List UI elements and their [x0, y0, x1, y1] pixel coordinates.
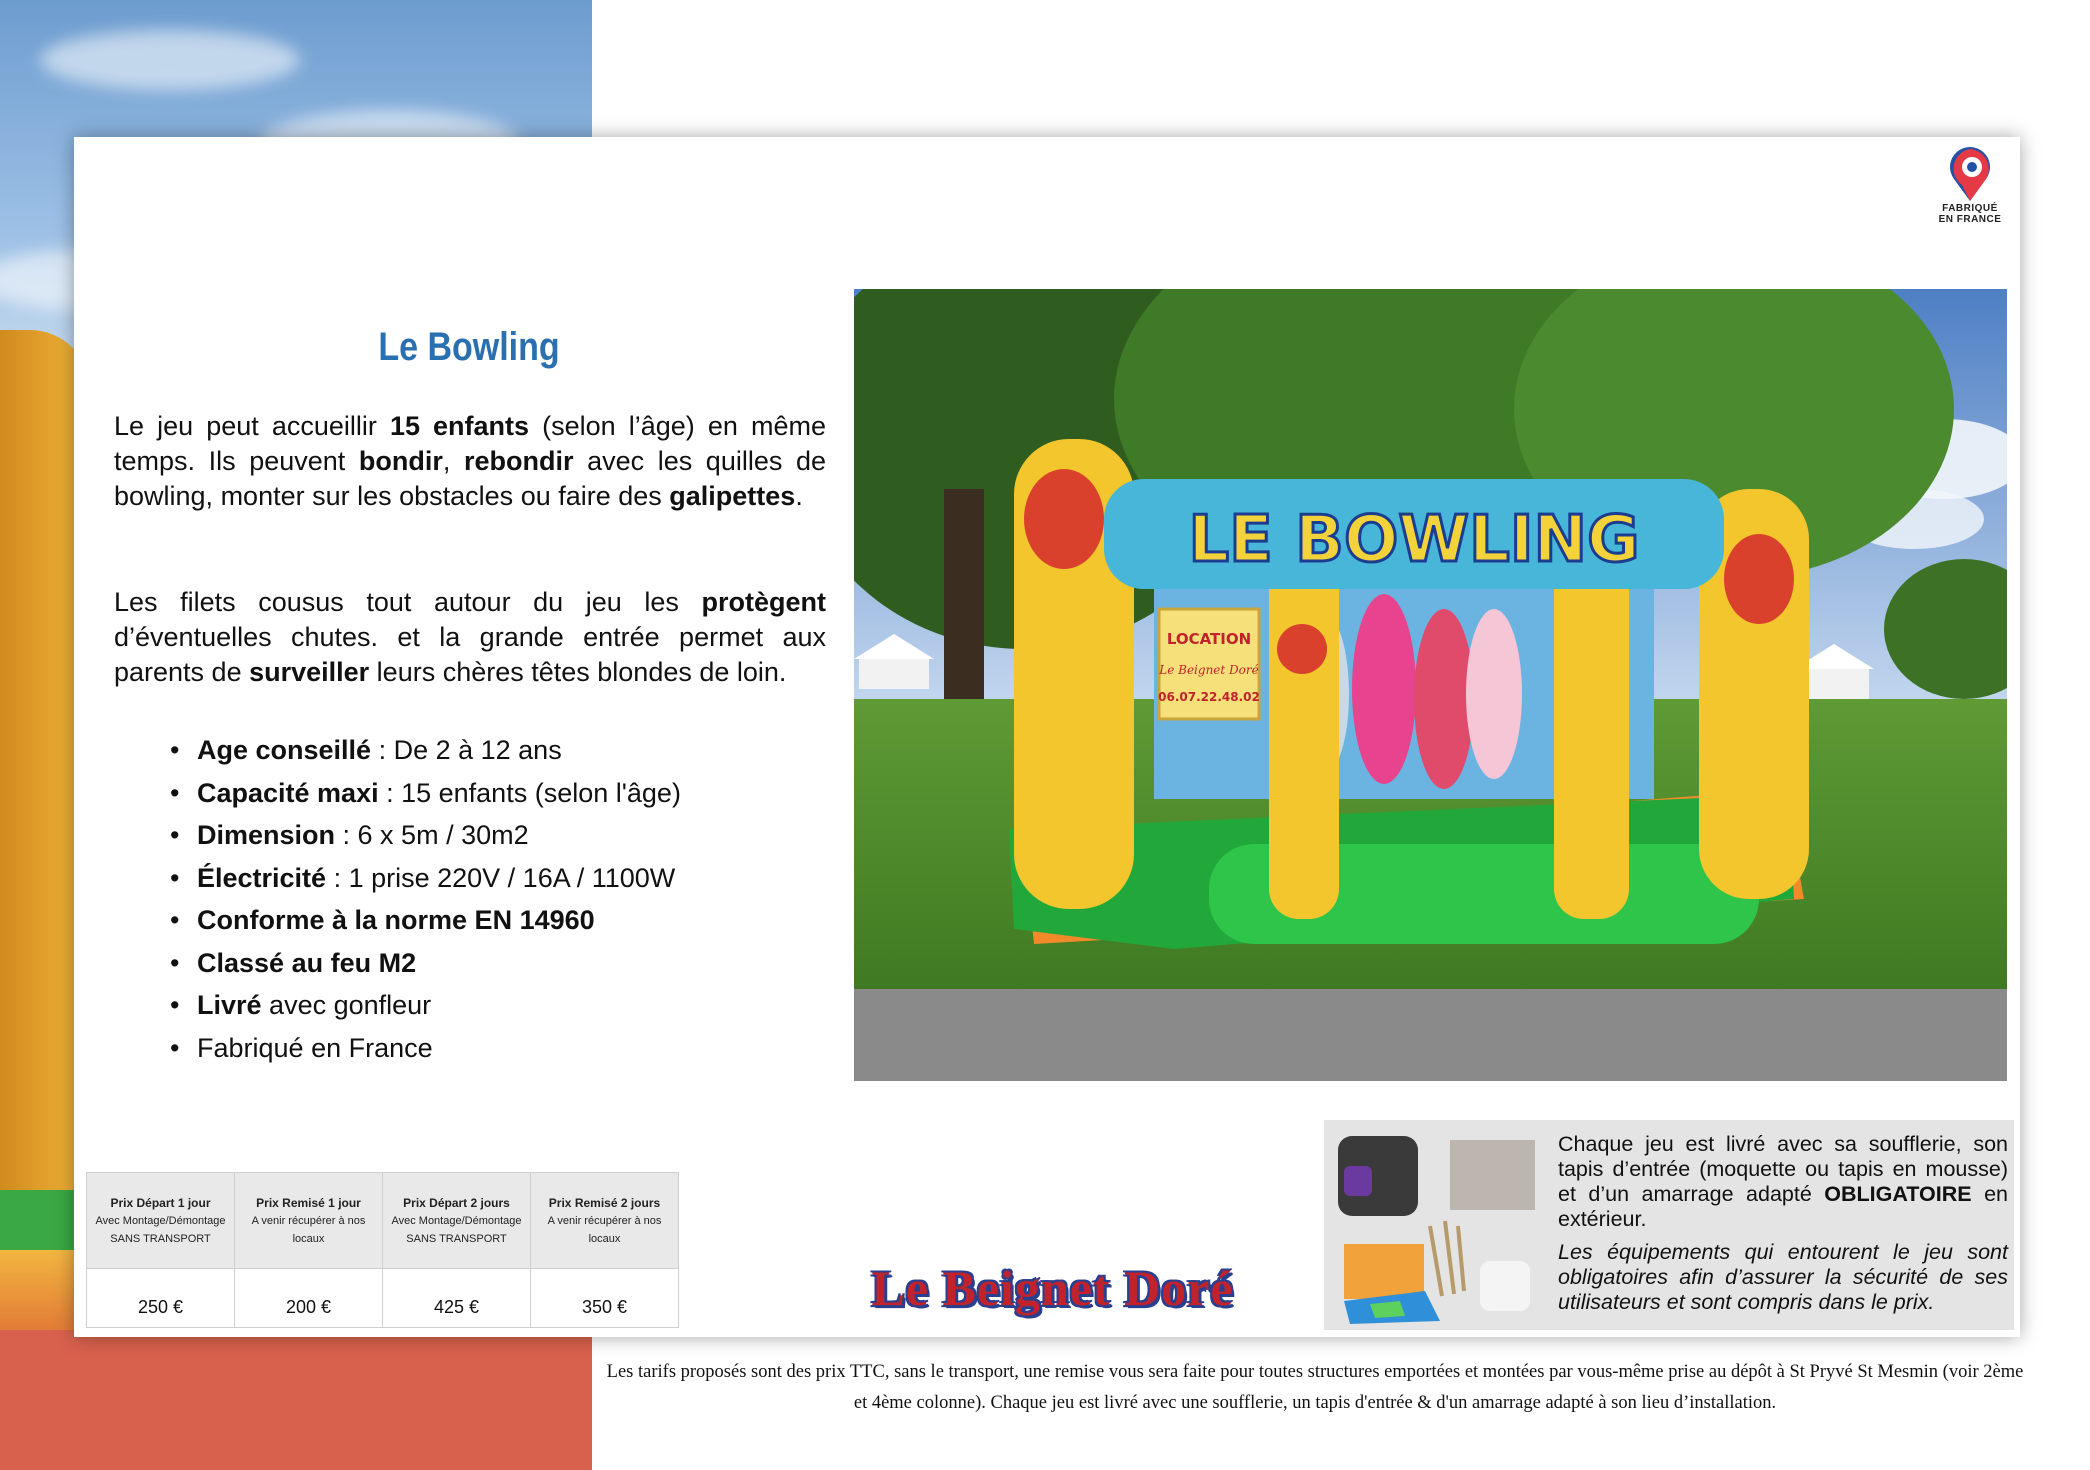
description-run: .: [795, 481, 803, 511]
safety-run: d’éventuelles chutes. et la grande entrée permet aux parents de: [114, 622, 826, 687]
photo-sign-line1: LOCATION: [1166, 630, 1252, 648]
price-table: [86, 1172, 679, 1328]
photo-sign-line3: 06.07.22.48.02: [1158, 690, 1260, 704]
stakes-icon: [1430, 1221, 1464, 1296]
feature-value: : 1 prise 220V / 16A / 1100W: [326, 862, 676, 893]
description-run: (selon l’âge) en même temps. Ils peuvent: [114, 411, 826, 476]
equipment-crate-icon: [1450, 1140, 1535, 1210]
feature-label: Age conseillé: [197, 735, 372, 765]
feature-item: [170, 814, 681, 857]
feature-item: [170, 984, 681, 1027]
description-run: ,: [442, 446, 464, 476]
feature-item: [170, 857, 681, 900]
description-run: rebondir: [463, 446, 574, 476]
price-value-cell: 425 €: [383, 1269, 531, 1328]
feature-value: : 15 enfants (selon l'âge): [378, 777, 681, 808]
safety-run: Les filets cousus tout autour du jeu les: [114, 587, 702, 617]
feature-value: avec gonfleur: [261, 990, 432, 1020]
feature-item: [170, 899, 681, 942]
equipment-note: Les équipements qui entourent le jeu sont obligatoires afin d’assurer la sécurité de ses utilisateurs et sont compris dans le prix.: [1558, 1240, 2008, 1314]
description-run: bondir: [358, 446, 443, 476]
footnote: Les tarifs proposés sont des prix TTC, sans le transport, une remise vous sera faite pour toutes structures emportées et montées par vous-même prise au dépôt à St Pryvé St Mesmin (voir 2ème et 4ème colonne). Chaque jeu est livré avec une soufflerie, un tapis d'entrée & d'un amarrage adapté à son lieu d’installation.: [606, 1362, 2024, 1413]
feature-label: Conforme à la norme EN 14960: [197, 905, 595, 935]
description-run: avec les quilles de bowling, monter sur les obstacles ou faire des: [114, 446, 826, 511]
feature-label: Dimension: [197, 820, 336, 850]
price-table-value-row: [87, 1269, 679, 1328]
feature-value: : 6 x 5m / 30m2: [335, 820, 529, 850]
feature-label: Livré: [197, 990, 262, 1020]
logo-line2: EN FRANCE: [1938, 214, 2002, 225]
feature-label: Classé au feu M2: [197, 947, 417, 978]
price-value-cell: 350 €: [531, 1269, 679, 1328]
feature-label: Électricité: [197, 862, 327, 893]
safety-paragraph: [114, 585, 826, 690]
price-value-cell: 250 €: [87, 1269, 235, 1328]
equipment-images: [1330, 1126, 1550, 1324]
price-header-cell: Prix Remisé 2 jours A venir récupérer à nos locaux: [531, 1173, 679, 1269]
price-header-cell: Prix Remisé 1 jour A venir récupérer à nos locaux: [235, 1173, 383, 1269]
safety-run: surveiller: [249, 657, 370, 687]
description-run: 15 enfants: [389, 411, 530, 441]
mini-bouncy-icon: [1344, 1244, 1424, 1299]
equipment-box: [1324, 1120, 2014, 1330]
logo-line1: FABRIQUÉ: [1942, 203, 1998, 214]
price-header-cell: Prix Départ 1 jour Avec Montage/Démontage SANS TRANSPORT: [87, 1173, 235, 1269]
feature-list: [170, 729, 681, 1069]
photo-banner-text: LE BOWLING: [1188, 503, 1640, 577]
description-run: galipettes: [669, 481, 796, 511]
feature-value: : De 2 à 12 ans: [371, 735, 562, 765]
safety-run: protègent: [701, 587, 826, 617]
fabrique-en-france-logo: [1938, 145, 2002, 225]
product-photo: [854, 289, 2007, 1081]
feature-item: [170, 772, 681, 815]
weight-icon: [1480, 1261, 1530, 1311]
price-table-header-row: [87, 1173, 679, 1269]
equipment-text: Chaque jeu est livré avec sa soufflerie, son tapis d’entrée (moquette ou tapis en mousse) et d’un amarrage adapté OBLIGATOIRE en extérieur. Les équipements qui entourent le jeu sont obligatoires afin d’assurer la sécurité de ses utilisateurs et sont compris dans le prix.: [1558, 1132, 2009, 1314]
description-run: Le jeu peut accueillir: [114, 411, 390, 441]
product-card: [74, 137, 2020, 1337]
photo-sign-line2: Le Beignet Doré: [1159, 663, 1259, 677]
feature-item: [170, 729, 681, 772]
feature-item: [170, 1027, 681, 1070]
price-value-cell: 200 €: [235, 1269, 383, 1328]
feature-item: [170, 942, 681, 985]
price-header-cell: Prix Départ 2 jours Avec Montage/Démontage SANS TRANSPORT: [383, 1173, 531, 1269]
location-pin-icon: [1942, 145, 1998, 203]
feature-value: Fabriqué en France: [197, 1032, 433, 1063]
brand-logo: Le Beignet Doré: [871, 1260, 1234, 1316]
safety-run: leurs chères têtes blondes de loin.: [369, 657, 787, 687]
feature-label: Capacité maxi: [197, 777, 379, 808]
description-paragraph: [114, 409, 826, 514]
product-title: Le Bowling: [378, 325, 560, 369]
equipment-obligatoire: OBLIGATOIRE: [1824, 1182, 1972, 1206]
